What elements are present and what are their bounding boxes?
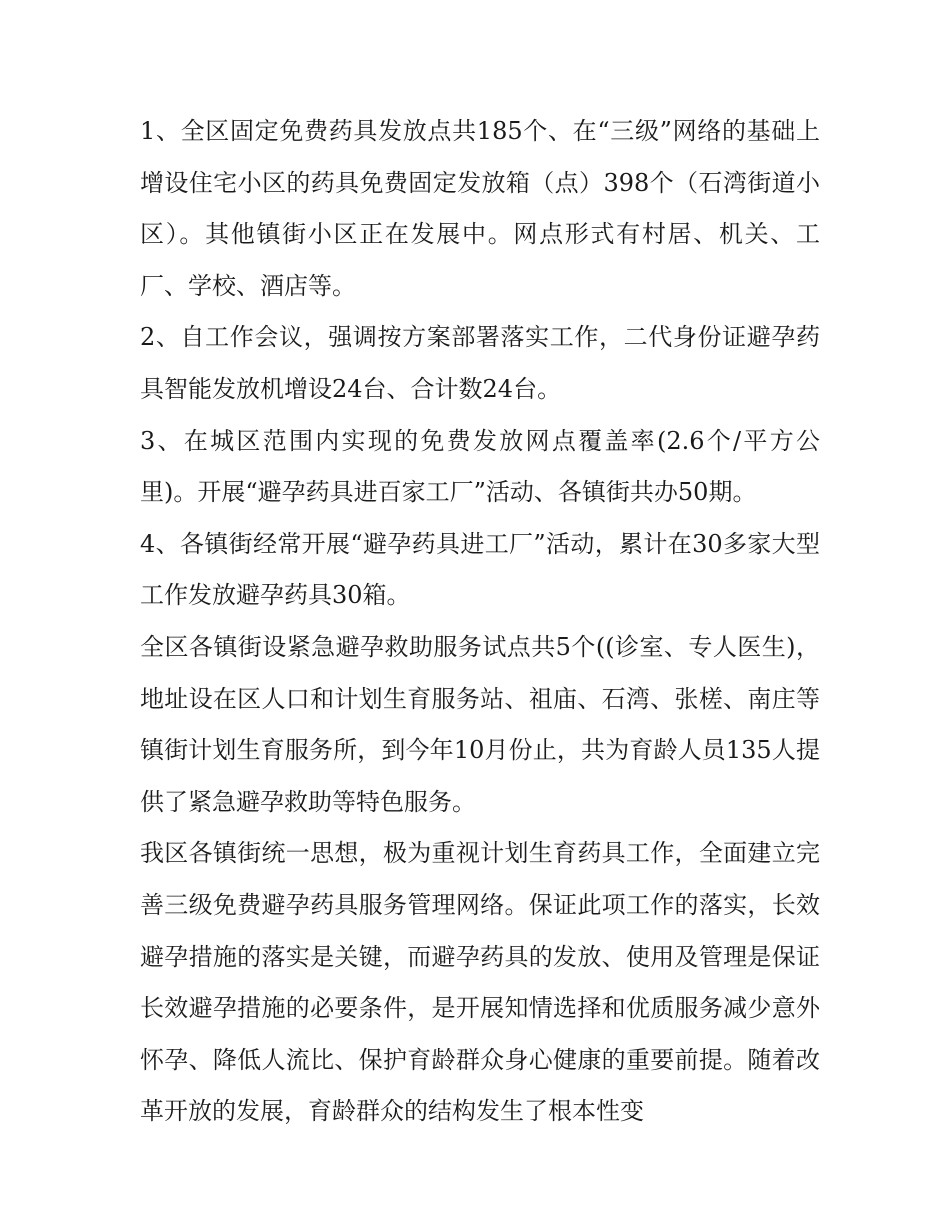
paragraph-item-1: 1、全区固定免费药具发放点共185个、在“三级”网络的基础上增设住宅小区的药具免费固定发放箱（点）398个（石湾街道小区）。其他镇街小区正在发展中。网点形式有村居、机关、工厂、学校、酒店等。 <box>140 117 820 300</box>
paragraph-item-4: 4、各镇街经常开展“避孕药具进工厂”活动，累计在30多家大型工作发放避孕药具30箱。 <box>140 529 820 610</box>
paragraph-summary: 我区各镇街统一思想，极为重视计划生育药具工作，全面建立完善三级免费避孕药具服务管理网络。保证此项工作的落实，长效避孕措施的落实是关键，而避孕药具的发放、使用及管理是保证长效避孕措施的必要条件，是开展知情选择和优质服务减少意外怀孕、降低人流比、保护育龄群众身心健康的重要前提。随着改革开放的发展，育龄群众的结构发生了根本性变 <box>140 839 820 1126</box>
paragraph-emergency-service: 全区各镇街设紧急避孕救助服务试点共5个((诊室、专人医生)，地址设在区人口和计划生育服务站、祖庙、石湾、张槎、南庄等镇街计划生育服务所，到今年10月份止，共为育龄人员135人提供了紧急避孕救助等特色服务。 <box>140 632 820 816</box>
paragraph-item-2: 2、自工作会议，强调按方案部署落实工作，二代身份证避孕药具智能发放机增设24台、合计数24台。 <box>140 323 820 403</box>
paragraph-item-3: 3、在城区范围内实现的免费发放网点覆盖率(2.6个/平方公里)。开展“避孕药具进百家工厂”活动、各镇街共办50期。 <box>140 426 820 507</box>
document-body <box>140 106 820 1138</box>
